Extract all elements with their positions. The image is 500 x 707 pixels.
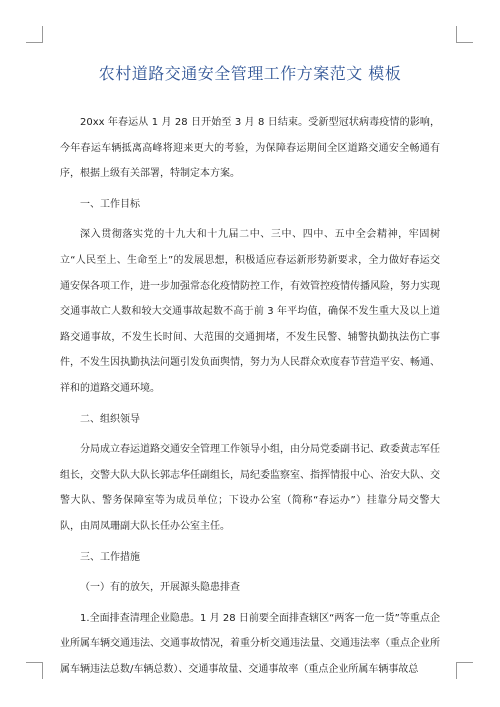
organization-paragraph: 分局成立春运道路交通安全管理工作领导小组，由分局党委副书记、政委黄志军任组长，交警大队大队长郭志华任副组长，局纪委监察室、指挥情报中心、治安大队、交警大队、警务保障室等为成员单位；下设办公室（简称“春运办”）挂靠分局交警大队，由周凤珊副大队长任办公室主任。 — [60, 444, 440, 532]
crop-mark-bottom-right — [456, 662, 473, 679]
measure-item-1: 1.全面排查清理企业隐患。1 月 28 日前要全面排查辖区“两客一危一货”等重点企业所属车辆交通违法、交通事故情况，着重分析交通违法量、交通违法率（重点企业所属车辆违法总数/车辆总数）、交通事故量、交通事故率（重点企业所属车辆事故总 — [60, 612, 440, 675]
crop-mark-top-left — [26, 26, 43, 43]
section-heading-measures: 三、工作措施 — [80, 551, 140, 563]
document-body — [60, 62, 440, 687]
goals-paragraph: 深入贯彻落实党的十九大和十九届二中、三中、四中、五中全会精神，牢固树立“人民至上、生命至上”的发展思想，积极适应春运新形势新要求，全力做好春运交通安保各项工作，进一步加强常态化疫情防控工作，有效管控疫情传播风险，努力实现交通事故亡人数和较大交通事故起数不高于前 3 年平均值，确保不发生重大及以上道路交通事故，不发生长时间、大范围的交通拥堵，不发生民警、辅警执勤执法伤亡事件，不发生因执勤执法问题引发负面舆情，努力为人民群众欢度春节营造平安、畅通、祥和的道路交通环境。 — [60, 229, 440, 394]
section-heading-goals: 一、工作目标 — [80, 198, 140, 210]
section-heading-organization: 二、组织领导 — [80, 413, 140, 425]
document-title: 农村道路交通安全管理工作方案范文 模板 — [98, 64, 402, 83]
crop-mark-bottom-left — [26, 662, 43, 679]
crop-mark-top-right — [456, 26, 473, 43]
intro-paragraph: 20xx 年春运从 1 月 28 日开始至 3 月 8 日结束。受新型冠状病毒疫情的影响，今年春运车辆抵离高峰将迎来更大的考验，为保障春运期间全区道路交通安全畅通有序，根据上级有关部署，特制定本方案。 — [60, 117, 440, 180]
subsection-heading-1: （一）有的放矢，开展源头隐患排查 — [80, 582, 240, 594]
